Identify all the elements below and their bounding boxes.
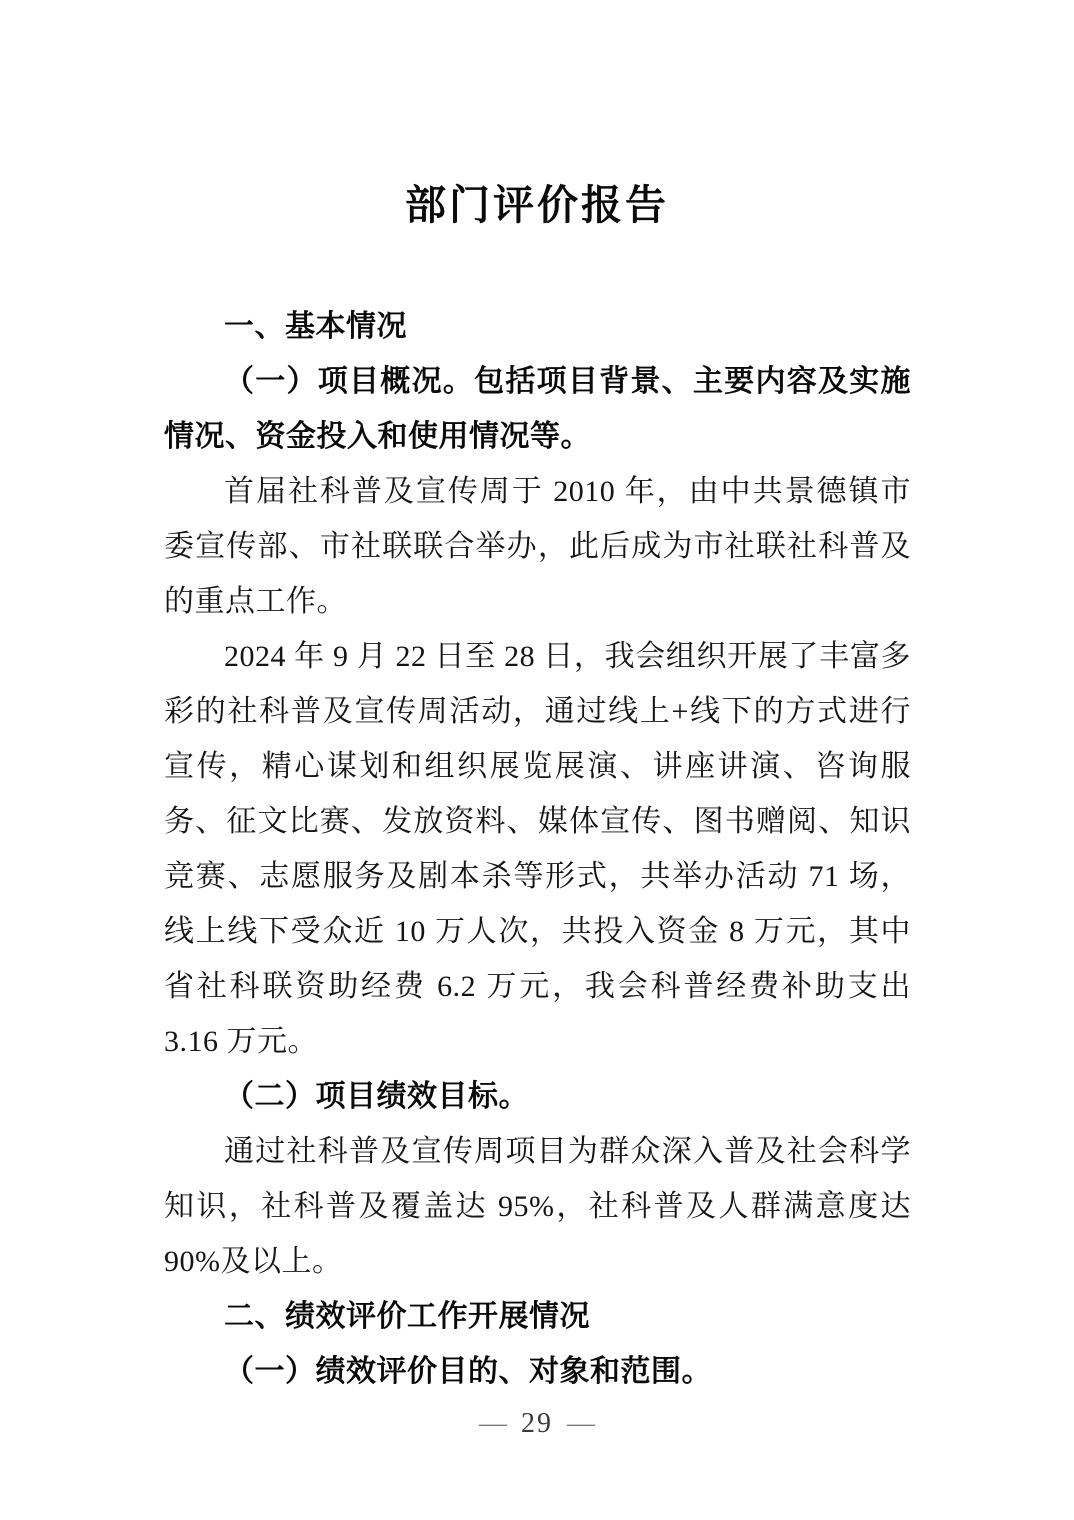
footer-page-number: 29: [521, 1408, 553, 1439]
footer-dash-right: —: [567, 1408, 595, 1439]
document-title: 部门评价报告: [405, 182, 669, 228]
document-body: [164, 299, 911, 1399]
section-heading-2: 二、绩效评价工作开展情况: [224, 1300, 590, 1333]
body-paragraph-3: 通过社科普及宣传周项目为群众深入普及社会科学知识，社科普及覆盖达 95%，社科普及人群满意度达 90%及以上。: [164, 1135, 911, 1278]
subsection-heading-1-2: （二）项目绩效目标。: [224, 1080, 529, 1113]
body-paragraph-2: 2024 年 9 月 22 日至 28 日，我会组织开展了丰富多彩的社科普及宣传周活动，通过线上+线下的方式进行宣传，精心谋划和组织展览展演、讲座讲演、咨询服务、征文比赛、发放资料、媒体宣传、图书赠阅、知识竞赛、志愿服务及剧本杀等形式，共举办活动 71 场，线上线下受众近 10 万人次，共投入资金 8 万元，其中省社科联资助经费 6.2 万元，我会科普经费补助支出 3.16 万元。: [164, 640, 911, 1058]
subsection-heading-1-1: （一）项目概况。包括项目背景、主要内容及实施情况、资金投入和使用情况等。: [164, 365, 911, 453]
footer-dash-left: —: [479, 1408, 507, 1439]
section-heading-1: 一、基本情况: [224, 310, 407, 343]
body-paragraph-1: 首届社科普及宣传周于 2010 年，由中共景德镇市委宣传部、市社联联合举办，此后成为市社联社科普及的重点工作。: [164, 475, 911, 618]
page-footer: [0, 1407, 1074, 1441]
subsection-heading-2-1: （一）绩效评价目的、对象和范围。: [224, 1355, 712, 1388]
